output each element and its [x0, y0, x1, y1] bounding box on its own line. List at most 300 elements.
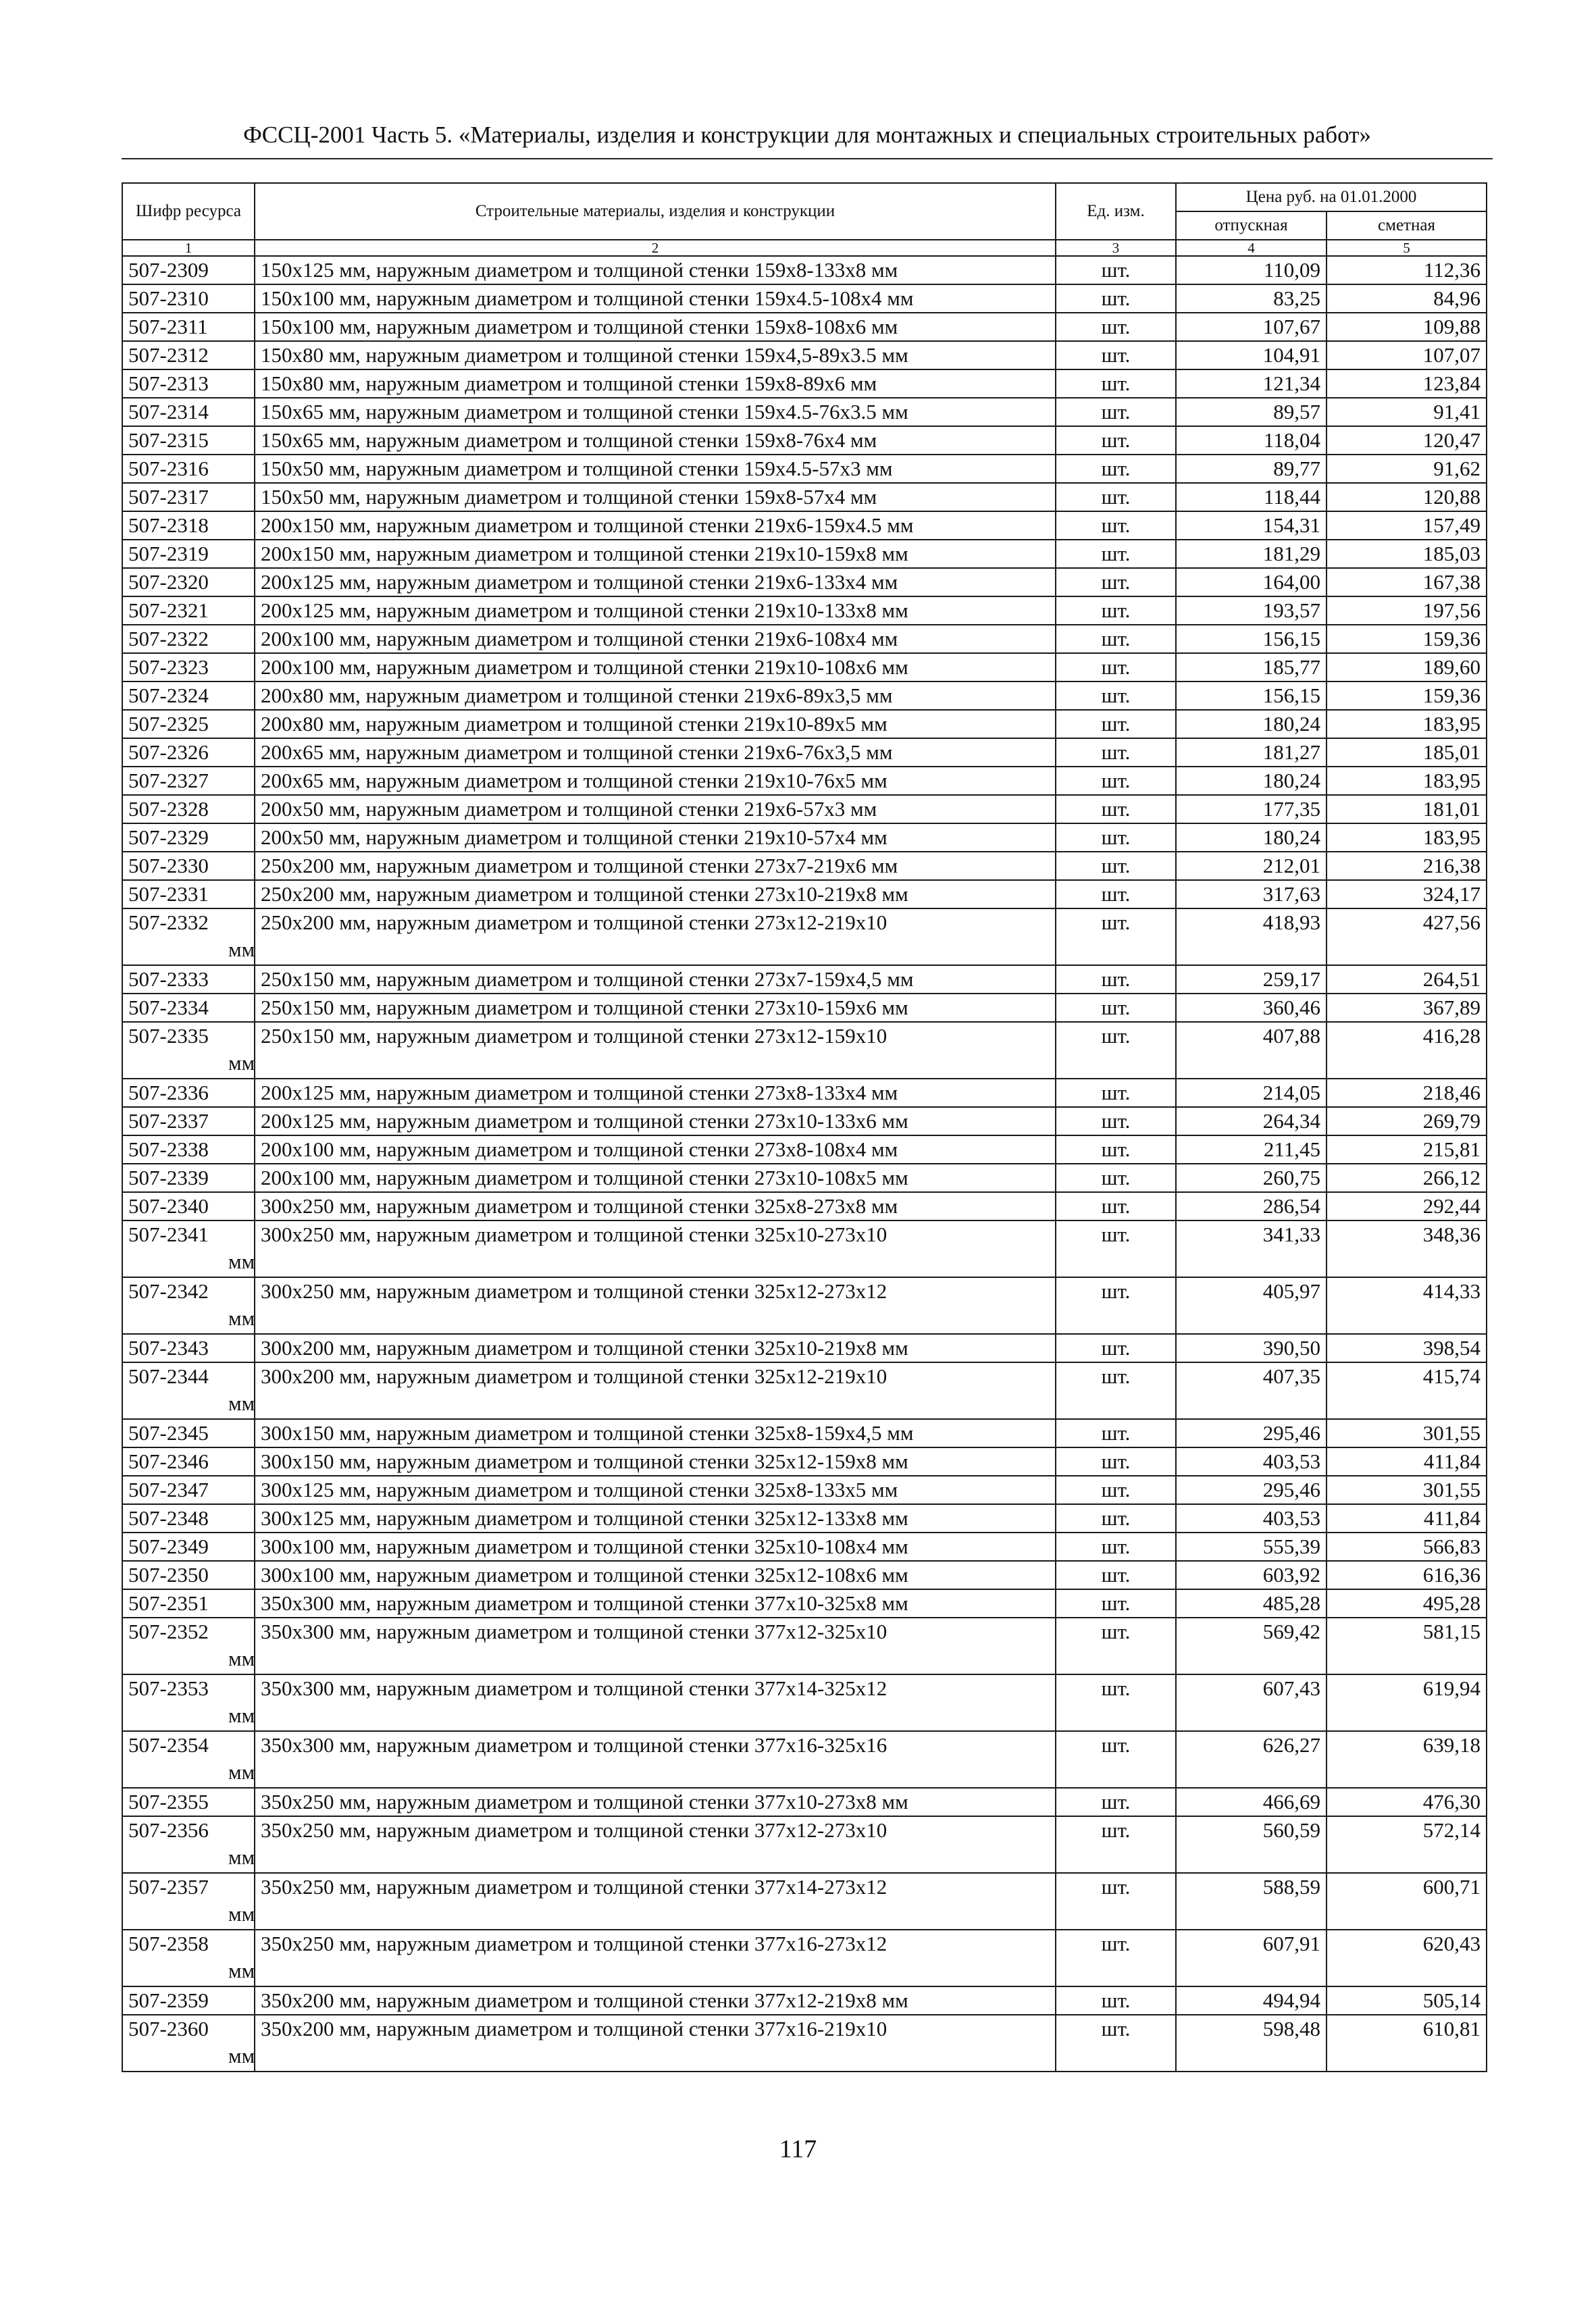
table-row: [122, 313, 1487, 341]
release-price: 89,77: [1176, 455, 1327, 483]
table-row: [122, 1986, 1487, 2015]
description-text: 200x65 мм, наружным диаметром и толщиной стенки 219x10-76x5 мм: [261, 769, 887, 792]
resource-code: 507-2353: [122, 1674, 255, 1731]
description-text: 200x125 мм, наружным диаметром и толщиной стенки 219x6-133x4 мм: [261, 570, 898, 594]
unit-of-measure: шт.: [1056, 908, 1176, 965]
estimate-price: 367,89: [1327, 994, 1487, 1022]
header-name: Строительные материалы, изделия и конструкции: [255, 183, 1056, 240]
unit-of-measure: шт.: [1056, 965, 1176, 994]
description-text: 250x200 мм, наружным диаметром и толщиной стенки 273x10-219x8 мм: [261, 882, 908, 906]
description-continuation: мм: [228, 1391, 255, 1415]
resource-code: 507-2322: [122, 625, 255, 653]
table-row: [122, 511, 1487, 540]
description-continuation: мм: [228, 1306, 255, 1330]
description-text: 200x80 мм, наружным диаметром и толщиной стенки 219x10-89x5 мм: [261, 712, 887, 736]
table-row: [122, 852, 1487, 880]
resource-code: 507-2310: [122, 284, 255, 313]
release-price: 560,59: [1176, 1816, 1327, 1873]
material-description: [255, 965, 1056, 994]
column-number-row: [122, 240, 1487, 256]
unit-of-measure: шт.: [1056, 284, 1176, 313]
estimate-price: 639,18: [1327, 1731, 1487, 1788]
resource-code: 507-2360: [122, 2015, 255, 2072]
material-description: [255, 426, 1056, 455]
description-continuation: мм: [228, 1845, 255, 1869]
release-price: 405,97: [1176, 1277, 1327, 1334]
resource-code: 507-2311: [122, 313, 255, 341]
unit-of-measure: шт.: [1056, 1788, 1176, 1816]
unit-of-measure: шт.: [1056, 426, 1176, 455]
release-price: 603,92: [1176, 1561, 1327, 1589]
unit-of-measure: шт.: [1056, 1561, 1176, 1589]
material-description: [255, 483, 1056, 511]
release-price: 89,57: [1176, 398, 1327, 426]
release-price: 360,46: [1176, 994, 1327, 1022]
description-text: 300x250 мм, наружным диаметром и толщиной стенки 325x8-273x8 мм: [261, 1194, 898, 1218]
resource-code: 507-2326: [122, 738, 255, 767]
estimate-price: 600,71: [1327, 1873, 1487, 1930]
material-description: [228, 1277, 1056, 1334]
release-price: 260,75: [1176, 1164, 1327, 1192]
release-price: 185,77: [1176, 653, 1327, 682]
estimate-price: 181,01: [1327, 795, 1487, 823]
estimate-price: 112,36: [1327, 256, 1487, 284]
table-row: [122, 1419, 1487, 1447]
resource-code: 507-2356: [122, 1816, 255, 1873]
material-description: [255, 1788, 1056, 1816]
description-continuation: мм: [228, 937, 255, 961]
estimate-price: 301,55: [1327, 1419, 1487, 1447]
table-row: [122, 1731, 1487, 1788]
description-text: 350x250 мм, наружным диаметром и толщиной стенки 377x16-273x12: [261, 1932, 887, 1955]
estimate-price: 616,36: [1327, 1561, 1487, 1589]
release-price: 259,17: [1176, 965, 1327, 994]
material-description: [228, 1618, 1056, 1674]
release-price: 164,00: [1176, 568, 1327, 596]
table-row: [122, 284, 1487, 313]
unit-of-measure: шт.: [1056, 511, 1176, 540]
release-price: 607,91: [1176, 1930, 1327, 1986]
material-description: [228, 1731, 1056, 1788]
resource-code: 507-2358: [122, 1930, 255, 1986]
unit-of-measure: шт.: [1056, 880, 1176, 908]
material-description: [255, 1476, 1056, 1504]
unit-of-measure: шт.: [1056, 1447, 1176, 1476]
unit-of-measure: шт.: [1056, 455, 1176, 483]
description-text: 200x100 мм, наружным диаметром и толщиной стенки 273x8-108x4 мм: [261, 1137, 898, 1161]
unit-of-measure: шт.: [1056, 1476, 1176, 1504]
material-description: [255, 1079, 1056, 1107]
table-row: [122, 1561, 1487, 1589]
release-price: 110,09: [1176, 256, 1327, 284]
estimate-price: 189,60: [1327, 653, 1487, 682]
resource-code: 507-2351: [122, 1589, 255, 1618]
unit-of-measure: шт.: [1056, 1816, 1176, 1873]
estimate-price: 185,01: [1327, 738, 1487, 767]
resource-code: 507-2314: [122, 398, 255, 426]
unit-of-measure: шт.: [1056, 994, 1176, 1022]
resource-code: 507-2316: [122, 455, 255, 483]
resource-code: 507-2344: [122, 1362, 255, 1419]
material-description: [255, 256, 1056, 284]
estimate-price: 109,88: [1327, 313, 1487, 341]
table-row: [122, 1022, 1487, 1079]
release-price: 156,15: [1176, 625, 1327, 653]
resource-code: 507-2320: [122, 568, 255, 596]
estimate-price: 414,33: [1327, 1277, 1487, 1334]
header-estimate-price: сметная: [1327, 211, 1487, 240]
table-header-row: [122, 183, 1487, 211]
description-text: 200x125 мм, наружным диаметром и толщиной стенки 273x8-133x4 мм: [261, 1081, 898, 1104]
material-description: [228, 2015, 1056, 2072]
resource-code: 507-2321: [122, 596, 255, 625]
estimate-price: 476,30: [1327, 1788, 1487, 1816]
estimate-price: 218,46: [1327, 1079, 1487, 1107]
resource-code: 507-2335: [122, 1022, 255, 1079]
material-description: [255, 1419, 1056, 1447]
release-price: 485,28: [1176, 1589, 1327, 1618]
estimate-price: 120,47: [1327, 426, 1487, 455]
unit-of-measure: шт.: [1056, 1533, 1176, 1561]
table-row: [122, 1079, 1487, 1107]
estimate-price: 398,54: [1327, 1334, 1487, 1362]
material-description: [255, 625, 1056, 653]
estimate-price: 120,88: [1327, 483, 1487, 511]
release-price: 264,34: [1176, 1107, 1327, 1135]
material-description: [255, 1107, 1056, 1135]
description-continuation: мм: [228, 1250, 255, 1273]
material-description: [255, 880, 1056, 908]
material-description: [228, 1362, 1056, 1419]
material-description: [255, 1334, 1056, 1362]
release-price: 466,69: [1176, 1788, 1327, 1816]
estimate-price: 84,96: [1327, 284, 1487, 313]
unit-of-measure: шт.: [1056, 1334, 1176, 1362]
material-description: [255, 710, 1056, 738]
material-description: [255, 284, 1056, 313]
estimate-price: 183,95: [1327, 823, 1487, 852]
resource-code: 507-2327: [122, 767, 255, 795]
description-text: 250x150 мм, наружным диаметром и толщиной стенки 273x10-159x6 мм: [261, 996, 908, 1019]
unit-of-measure: шт.: [1056, 1079, 1176, 1107]
unit-of-measure: шт.: [1056, 1022, 1176, 1079]
resource-code: 507-2355: [122, 1788, 255, 1816]
material-description: [255, 1504, 1056, 1533]
estimate-price: 581,15: [1327, 1618, 1487, 1674]
description-text: 150x50 мм, наружным диаметром и толщиной стенки 159x8-57x4 мм: [261, 485, 877, 509]
unit-of-measure: шт.: [1056, 710, 1176, 738]
unit-of-measure: шт.: [1056, 1589, 1176, 1618]
description-text: 200x80 мм, наружным диаметром и толщиной стенки 219x6-89x3,5 мм: [261, 684, 893, 707]
material-description: [228, 908, 1056, 965]
table-row: [122, 1164, 1487, 1192]
unit-of-measure: шт.: [1056, 1504, 1176, 1533]
estimate-price: 427,56: [1327, 908, 1487, 965]
table-row: [122, 965, 1487, 994]
resource-code: 507-2325: [122, 710, 255, 738]
estimate-price: 269,79: [1327, 1107, 1487, 1135]
estimate-price: 415,74: [1327, 1362, 1487, 1419]
estimate-price: 197,56: [1327, 596, 1487, 625]
unit-of-measure: шт.: [1056, 738, 1176, 767]
resource-code: 507-2342: [122, 1277, 255, 1334]
resource-code: 507-2309: [122, 256, 255, 284]
resource-code: 507-2354: [122, 1731, 255, 1788]
description-text: 200x50 мм, наружным диаметром и толщиной стенки 219x6-57x3 мм: [261, 797, 877, 821]
estimate-price: 185,03: [1327, 540, 1487, 568]
material-description: [255, 1192, 1056, 1220]
estimate-price: 301,55: [1327, 1476, 1487, 1504]
description-text: 250x150 мм, наружным диаметром и толщиной стенки 273x7-159x4,5 мм: [261, 967, 914, 991]
resource-code: 507-2319: [122, 540, 255, 568]
unit-of-measure: шт.: [1056, 596, 1176, 625]
resource-code: 507-2340: [122, 1192, 255, 1220]
table-row: [122, 880, 1487, 908]
description-text: 200x125 мм, наружным диаметром и толщиной стенки 273x10-133x6 мм: [261, 1109, 908, 1133]
release-price: 180,24: [1176, 710, 1327, 738]
release-price: 181,29: [1176, 540, 1327, 568]
material-description: [255, 1589, 1056, 1618]
table-row: [122, 1873, 1487, 1930]
description-text: 300x250 мм, наружным диаметром и толщиной стенки 325x12-273x12: [261, 1279, 887, 1303]
description-text: 350x300 мм, наружным диаметром и толщиной стенки 377x16-325x16: [261, 1733, 887, 1757]
resource-code: 507-2346: [122, 1447, 255, 1476]
description-text: 200x150 мм, наружным диаметром и толщиной стенки 219x10-159x8 мм: [261, 542, 908, 565]
resource-code: 507-2330: [122, 852, 255, 880]
resource-code: 507-2336: [122, 1079, 255, 1107]
resource-code: 507-2339: [122, 1164, 255, 1192]
release-price: 214,05: [1176, 1079, 1327, 1107]
table-row: [122, 1447, 1487, 1476]
unit-of-measure: шт.: [1056, 1107, 1176, 1135]
description-text: 150x125 мм, наружным диаметром и толщиной стенки 159x8-133x8 мм: [261, 258, 898, 282]
release-price: 181,27: [1176, 738, 1327, 767]
description-continuation: мм: [228, 1760, 255, 1784]
unit-of-measure: шт.: [1056, 795, 1176, 823]
description-text: 150x100 мм, наружным диаметром и толщиной стенки 159x8-108x6 мм: [261, 315, 898, 338]
material-description: [255, 1533, 1056, 1561]
estimate-price: 159,36: [1327, 625, 1487, 653]
table-row: [122, 483, 1487, 511]
table-row: [122, 1220, 1487, 1277]
unit-of-measure: шт.: [1056, 1986, 1176, 2015]
column-number: 1: [122, 240, 255, 256]
resource-code: 507-2324: [122, 682, 255, 710]
resource-code: 507-2347: [122, 1476, 255, 1504]
description-text: 300x125 мм, наружным диаметром и толщиной стенки 325x8-133x5 мм: [261, 1478, 898, 1501]
material-description: [255, 596, 1056, 625]
description-text: 150x50 мм, наружным диаметром и толщиной стенки 159x4.5-57x3 мм: [261, 457, 893, 480]
unit-of-measure: шт.: [1056, 1164, 1176, 1192]
page-header-title: ФССЦ-2001 Часть 5. «Материалы, изделия и конструкции для монтажных и специальных строительных работ»: [243, 122, 1371, 148]
table-row: [122, 1192, 1487, 1220]
table-row: [122, 426, 1487, 455]
release-price: 407,88: [1176, 1022, 1327, 1079]
estimate-price: 107,07: [1327, 341, 1487, 369]
description-text: 250x200 мм, наружным диаметром и толщиной стенки 273x7-219x6 мм: [261, 854, 898, 877]
table-row: [122, 1816, 1487, 1873]
unit-of-measure: шт.: [1056, 1731, 1176, 1788]
table-row: [122, 994, 1487, 1022]
table-row: [122, 1533, 1487, 1561]
unit-of-measure: шт.: [1056, 767, 1176, 795]
estimate-price: 91,62: [1327, 455, 1487, 483]
estimate-price: 215,81: [1327, 1135, 1487, 1164]
unit-of-measure: шт.: [1056, 653, 1176, 682]
material-description: [255, 341, 1056, 369]
description-text: 300x125 мм, наружным диаметром и толщиной стенки 325x12-133x8 мм: [261, 1506, 908, 1530]
table-row: [122, 1618, 1487, 1674]
release-price: 156,15: [1176, 682, 1327, 710]
release-price: 626,27: [1176, 1731, 1327, 1788]
release-price: 569,42: [1176, 1618, 1327, 1674]
description-text: 200x50 мм, наружным диаметром и толщиной стенки 219x10-57x4 мм: [261, 825, 887, 849]
material-description: [255, 1164, 1056, 1192]
estimate-price: 123,84: [1327, 369, 1487, 398]
estimate-price: 411,84: [1327, 1504, 1487, 1533]
unit-of-measure: шт.: [1056, 1674, 1176, 1731]
resource-code: 507-2312: [122, 341, 255, 369]
material-description: [255, 994, 1056, 1022]
resource-code: 507-2318: [122, 511, 255, 540]
unit-of-measure: шт.: [1056, 483, 1176, 511]
material-description: [255, 1447, 1056, 1476]
description-text: 250x150 мм, наружным диаметром и толщиной стенки 273x12-159x10: [261, 1024, 887, 1048]
estimate-price: 266,12: [1327, 1164, 1487, 1192]
description-text: 150x65 мм, наружным диаметром и толщиной стенки 159x8-76x4 мм: [261, 428, 877, 452]
resource-code: 507-2348: [122, 1504, 255, 1533]
resource-code: 507-2352: [122, 1618, 255, 1674]
material-description: [255, 1135, 1056, 1164]
estimate-price: 619,94: [1327, 1674, 1487, 1731]
resource-code: 507-2333: [122, 965, 255, 994]
description-text: 150x80 мм, наружным диаметром и толщиной стенки 159x8-89x6 мм: [261, 371, 877, 395]
release-price: 154,31: [1176, 511, 1327, 540]
unit-of-measure: шт.: [1056, 625, 1176, 653]
table-row: [122, 823, 1487, 852]
table-row: [122, 682, 1487, 710]
material-description: [228, 1816, 1056, 1873]
release-price: 588,59: [1176, 1873, 1327, 1930]
release-price: 180,24: [1176, 767, 1327, 795]
release-price: 211,45: [1176, 1135, 1327, 1164]
estimate-price: 572,14: [1327, 1816, 1487, 1873]
estimate-price: 159,36: [1327, 682, 1487, 710]
material-description: [255, 313, 1056, 341]
description-text: 250x200 мм, наружным диаметром и толщиной стенки 273x12-219x10: [261, 910, 887, 934]
release-price: 607,43: [1176, 1674, 1327, 1731]
description-text: 300x250 мм, наружным диаметром и толщиной стенки 325x10-273x10: [261, 1223, 887, 1246]
description-text: 300x100 мм, наружным диаметром и толщиной стенки 325x12-108x6 мм: [261, 1563, 908, 1587]
description-text: 350x200 мм, наружным диаметром и толщиной стенки 377x16-219x10: [261, 2017, 887, 2040]
description-text: 150x65 мм, наружным диаметром и толщиной стенки 159x4.5-76x3.5 мм: [261, 400, 908, 423]
material-description: [255, 653, 1056, 682]
description-text: 300x200 мм, наружным диаметром и толщиной стенки 325x10-219x8 мм: [261, 1336, 908, 1360]
release-price: 494,94: [1176, 1986, 1327, 2015]
estimate-price: 620,43: [1327, 1930, 1487, 1986]
column-number: 4: [1176, 240, 1327, 256]
resource-code: 507-2334: [122, 994, 255, 1022]
material-description: [255, 455, 1056, 483]
table-row: [122, 455, 1487, 483]
description-text: 200x100 мм, наружным диаметром и толщиной стенки 219x6-108x4 мм: [261, 627, 898, 650]
estimate-price: 324,17: [1327, 880, 1487, 908]
resource-code: 507-2315: [122, 426, 255, 455]
resource-code: 507-2350: [122, 1561, 255, 1589]
description-text: 350x300 мм, наружным диаметром и толщиной стенки 377x12-325x10: [261, 1620, 887, 1643]
release-price: 555,39: [1176, 1533, 1327, 1561]
release-price: 403,53: [1176, 1447, 1327, 1476]
table-row: [122, 1476, 1487, 1504]
release-price: 83,25: [1176, 284, 1327, 313]
release-price: 403,53: [1176, 1504, 1327, 1533]
release-price: 118,44: [1176, 483, 1327, 511]
resource-code: 507-2328: [122, 795, 255, 823]
price-table: [122, 182, 1487, 2072]
estimate-price: 495,28: [1327, 1589, 1487, 1618]
release-price: 104,91: [1176, 341, 1327, 369]
release-price: 180,24: [1176, 823, 1327, 852]
table-row: [122, 256, 1487, 284]
unit-of-measure: шт.: [1056, 1419, 1176, 1447]
material-description: [255, 738, 1056, 767]
table-row: [122, 568, 1487, 596]
table-row: [122, 1674, 1487, 1731]
table-row: [122, 1788, 1487, 1816]
header-release-price: отпускная: [1176, 211, 1327, 240]
release-price: 107,67: [1176, 313, 1327, 341]
estimate-price: 167,38: [1327, 568, 1487, 596]
table-row: [122, 738, 1487, 767]
description-text: 300x200 мм, наружным диаметром и толщиной стенки 325x12-219x10: [261, 1364, 887, 1388]
resource-code: 507-2357: [122, 1873, 255, 1930]
material-description: [228, 1873, 1056, 1930]
table-row: [122, 369, 1487, 398]
release-price: 177,35: [1176, 795, 1327, 823]
resource-code: 507-2323: [122, 653, 255, 682]
description-text: 350x250 мм, наружным диаметром и толщиной стенки 377x10-273x8 мм: [261, 1790, 908, 1814]
column-number: 2: [255, 240, 1056, 256]
release-price: 118,04: [1176, 426, 1327, 455]
unit-of-measure: шт.: [1056, 1135, 1176, 1164]
material-description: [255, 795, 1056, 823]
table-row: [122, 1589, 1487, 1618]
material-description: [255, 767, 1056, 795]
resource-code: 507-2337: [122, 1107, 255, 1135]
resource-code: 507-2332: [122, 908, 255, 965]
estimate-price: 292,44: [1327, 1192, 1487, 1220]
unit-of-measure: шт.: [1056, 1277, 1176, 1334]
table-row: [122, 596, 1487, 625]
description-text: 200x65 мм, наружным диаметром и толщиной стенки 219x6-76x3,5 мм: [261, 740, 893, 764]
release-price: 286,54: [1176, 1192, 1327, 1220]
description-continuation: мм: [228, 1647, 255, 1670]
release-price: 121,34: [1176, 369, 1327, 398]
resource-code: 507-2313: [122, 369, 255, 398]
table-row: [122, 1362, 1487, 1419]
description-continuation: мм: [228, 1051, 255, 1075]
description-text: 300x100 мм, наружным диаметром и толщиной стенки 325x10-108x4 мм: [261, 1535, 908, 1558]
table-body: [122, 256, 1487, 2072]
resource-code: 507-2343: [122, 1334, 255, 1362]
table-row: [122, 653, 1487, 682]
unit-of-measure: шт.: [1056, 540, 1176, 568]
release-price: 193,57: [1176, 596, 1327, 625]
description-text: 150x80 мм, наружным диаметром и толщиной стенки 159x4,5-89x3.5 мм: [261, 343, 908, 367]
estimate-price: 91,41: [1327, 398, 1487, 426]
column-number: 5: [1327, 240, 1487, 256]
unit-of-measure: шт.: [1056, 341, 1176, 369]
